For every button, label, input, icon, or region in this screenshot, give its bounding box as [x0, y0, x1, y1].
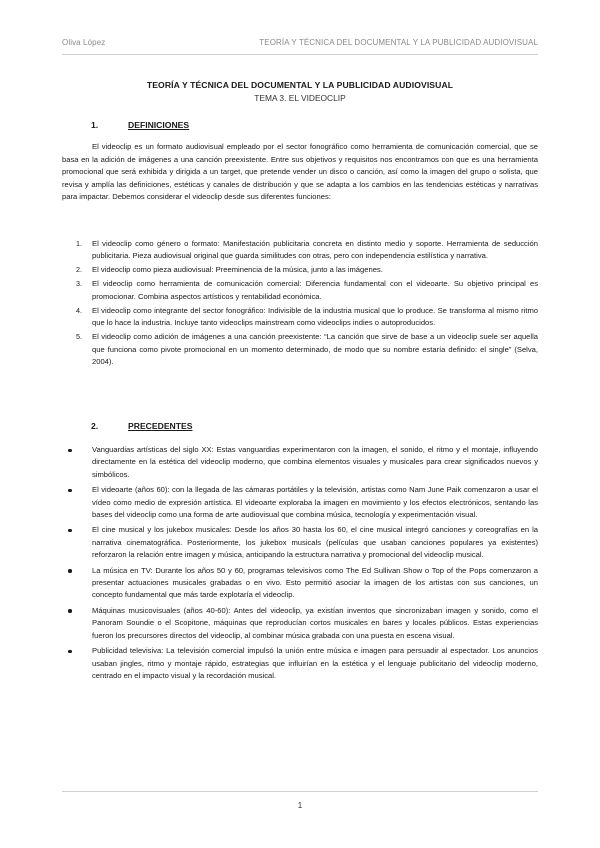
- list-number: 4.: [76, 305, 82, 315]
- precedentes-list: [92, 444, 538, 685]
- list-item: [92, 605, 538, 642]
- bullet-icon: [68, 650, 72, 654]
- section-title: PRECEDENTES: [128, 421, 193, 431]
- bullet-icon: [68, 449, 72, 453]
- list-item-text: El cine musical y los jukebox musicales: Desde los años 30 hasta los 60, el cine musical integró canciones y coreografías en la narrativa cinematográfica. Posteriormente, los jukebox musicals (películas que usaban canciones populares ya existentes) reforzaron la relación entre imagen y música, anticipando la estructura narrativa y promocional del videoclip musical.: [92, 525, 538, 560]
- list-number: 3.: [76, 279, 82, 289]
- list-item-text: El videoclip como herramienta de comunicación comercial: Diferencia fundamental con el videoarte. Su objetivo principal es promocionar. Combina aspectos artísticos y rentabilidad económica.: [92, 279, 538, 301]
- bullet-icon: [68, 609, 72, 613]
- list-item-text: El videoarte (años 60): con la llegada de las cámaras portátiles y la televisión, artistas como Nam June Paik comenzaron a usar el vídeo como medio de expresión artística. El videoarte exploraba la imagen en movimiento y los efectos electrónicos, sentando las bases del videoclip como una forma de arte audiovisual que combina música, tecnología y experimentación visual.: [92, 485, 538, 520]
- list-number: 2.: [76, 265, 82, 275]
- section-number: 2.: [91, 421, 99, 431]
- header-divider: [62, 54, 538, 55]
- section-number: 1.: [91, 120, 99, 130]
- section-title: DEFINICIONES: [128, 120, 190, 130]
- footer-divider: [62, 791, 538, 792]
- list-item: [76, 264, 538, 276]
- list-item-text: Vanguardias artísticas del siglo XX: Estas vanguardias experimentaron con la imagen, el sonido, el ritmo y el montaje, influyendo directamente en la estética del videoclip moderno, que combina elementos visuales y musicales para crear significados nuevos y simbólicos.: [92, 445, 538, 479]
- list-item-text: La música en TV: Durante los años 50 y 60, programas televisivos como The Ed Sullivan Show o Top of the Pops comenzaron a presentar actuaciones musicales grabadas o en vivo. Esto permitió asociar la imagen de los artistas con sus canciones, un concepto fundamental que más tarde explotaría el videoclip.: [92, 565, 538, 600]
- list-item-text: El videoclip como integrante del sector fonográfico: Indivisible de la industria musical que lo produce. Se transforma al mismo ritmo que lo hace la industria. Incluye tanto videoclips mainstream como videoclips indies o autoproducidos.: [92, 305, 538, 328]
- running-header: [62, 38, 538, 47]
- bullet-icon: [68, 529, 72, 533]
- list-item: [76, 238, 538, 263]
- list-item: [76, 331, 538, 368]
- list-item: [92, 645, 538, 682]
- list-item: [92, 524, 538, 561]
- list-item: [92, 565, 538, 602]
- header-course-title: TEORÍA Y TÉCNICA DEL DOCUMENTAL Y LA PUBLICIDAD AUDIOVISUAL: [259, 38, 538, 47]
- bullet-icon: [68, 569, 72, 573]
- page-number: 1: [297, 801, 303, 810]
- section-heading-precedentes: [91, 421, 192, 431]
- definiciones-intro-paragraph: [62, 141, 538, 204]
- section-heading-definiciones: [91, 120, 189, 130]
- document-title: TEORÍA Y TÉCNICA DEL DOCUMENTAL Y LA PUBLICIDAD AUDIOVISUAL: [146, 80, 454, 90]
- list-item-text: Máquinas musicovisuales (años 40-60): Antes del videoclip, ya existían inventos que sincronizaban imagen y sonido, como el Panoram Soundie o el Scopitone, máquinas que reproducían cortos musicales en bares y locales públicos. Estas experiencias fueron los precursores directos del videoclip, al combinar música grabada con una puesta en escena visual.: [92, 605, 538, 640]
- list-item: [76, 278, 538, 303]
- list-item-text: Publicidad televisiva: La televisión comercial impulsó la unión entre música e imagen para persuadir al espectador. Los anuncios usaban jingles, ritmo y montaje rápido, estrategias que influirían en la estética y el lenguaje publicitario del videoclip moderno, centrado en el impacto visual y la recordación musical.: [92, 646, 538, 680]
- list-item-text: El videoclip como género o formato: Manifestación publicitaria concreta en distinto medio y soporte. Herramienta de seducción publicitaria. Pieza audiovisual original que guarda similitudes con otras, pero con independencia estilística y narrativa.: [92, 239, 538, 261]
- document-subtitle: TEMA 3. EL VIDEOCLIP: [254, 93, 346, 103]
- list-item: [92, 444, 538, 481]
- header-author: Oliva López: [62, 38, 106, 47]
- list-number: 5.: [76, 332, 82, 342]
- list-number: 1.: [76, 239, 82, 248]
- paragraph-text: El videoclip es un formato audiovisual empleado por el sector fonográfico como herramienta de comunicación comercial, que se basa en la adición de imágenes a una canción preexistente. Entre sus objetivos y requisitos nos encontramos con que es una herramienta promocional que será exhibida y dirigida a un target, que pretende vender un disco o canción, así como la imagen del grupo o solista, que revisa y amplía las definiciones, estéticas y canales de distribución y que se adapta a los cambios en las tendencias estéticas y narrativas para impactar. Debemos considerar el videoclip desde sus diferentes funciones:: [62, 142, 538, 202]
- list-item-text: El videoclip como pieza audiovisual: Preeminencia de la música, junto a las imágenes.: [92, 265, 383, 275]
- list-item: [92, 484, 538, 521]
- bullet-icon: [68, 489, 72, 493]
- definiciones-list: [76, 238, 538, 370]
- list-item-text: El videoclip como adición de imágenes a una canción preexistente: “La canción que sirve de base a un videoclip suele ser aquella que funciona como pivote promocional en un momento determinado, de modo que su nombre estaría definido: el single” (Selva, 2004).: [92, 332, 538, 367]
- list-item: [76, 305, 538, 330]
